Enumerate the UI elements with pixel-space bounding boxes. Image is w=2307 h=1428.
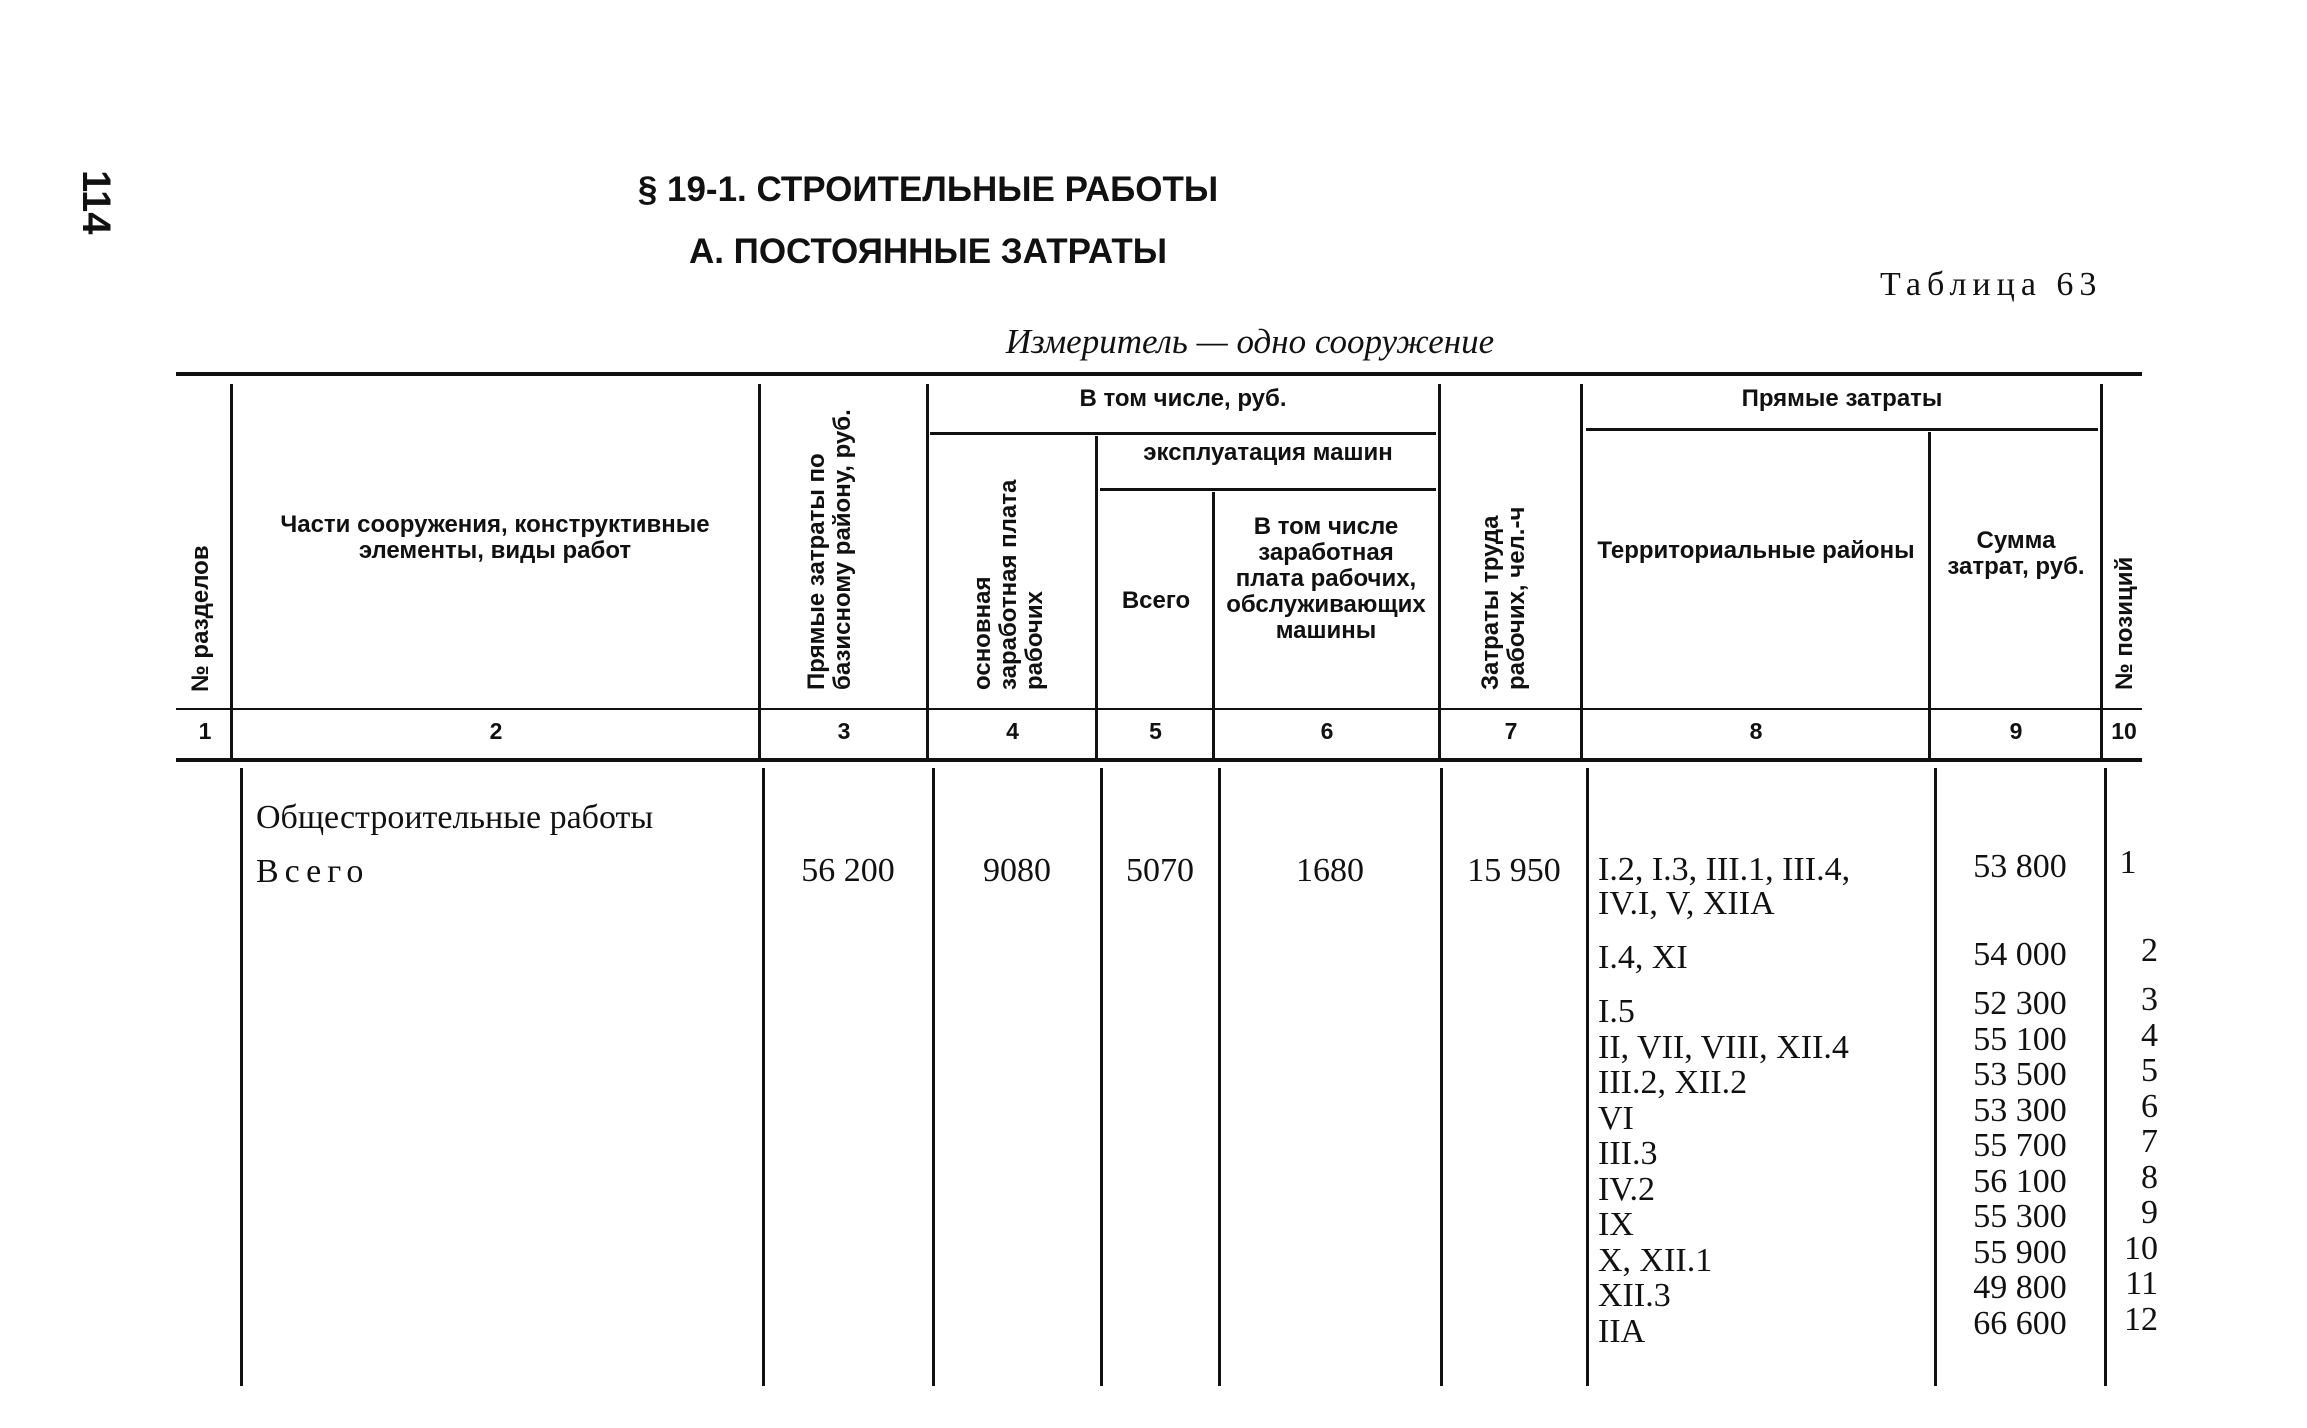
divider-c9 xyxy=(2100,384,2103,758)
region-row: I.2, I.3, III.1, III.4, xyxy=(1598,851,1851,888)
body-divider xyxy=(1934,768,1937,1386)
group-including-rule xyxy=(930,432,1436,435)
sum-value: 53 500 xyxy=(1973,1056,2067,1093)
col-number: 10 xyxy=(2111,718,2137,744)
header-machines-wage: В том числе заработная плата рабочих, обслуживающих машины xyxy=(1226,513,1426,644)
body-divider xyxy=(1218,768,1221,1386)
position-number: 12 xyxy=(2124,1300,2158,1338)
sum-value: 66 600 xyxy=(1973,1304,2067,1342)
sum-value: 56 100 xyxy=(1973,1162,2067,1200)
measure-unit: Измеритель — одно сооружение xyxy=(1005,322,1495,361)
basic-wage-value: 9080 xyxy=(983,852,1051,889)
header-parts: Части сооружения, конструктивные элементы, виды работ xyxy=(280,511,710,564)
header-direct: Прямые затраты xyxy=(1741,385,1943,412)
page-number: 114 xyxy=(74,170,118,235)
col-number: 8 xyxy=(1749,718,1763,744)
position-number: 10 xyxy=(2124,1229,2158,1267)
col-number: 9 xyxy=(2009,718,2023,744)
body-divider xyxy=(1440,768,1443,1386)
col-number: 3 xyxy=(837,718,851,744)
region-row: I.5 xyxy=(1598,993,1635,1030)
divider-c7 xyxy=(1580,384,1583,758)
region-row: III.3 xyxy=(1598,1135,1658,1172)
base-cost-value: 56 200 xyxy=(801,852,895,889)
position-number: 4 xyxy=(2141,1016,2158,1054)
col-number: 4 xyxy=(1006,718,1019,744)
header-machines-total: Всего xyxy=(1121,587,1191,614)
position-number: 7 xyxy=(2141,1123,2158,1160)
position-number: 2 xyxy=(2141,932,2158,969)
sum-value: 55 900 xyxy=(1973,1233,2067,1271)
position-number: 9 xyxy=(2141,1194,2158,1231)
position-number: 1 xyxy=(2119,844,2137,881)
region-row: IX xyxy=(1598,1206,1634,1243)
body-divider xyxy=(1586,768,1589,1386)
machines-wage-value: 1680 xyxy=(1296,852,1364,889)
col-number: 2 xyxy=(489,718,503,744)
labor-value: 15 950 xyxy=(1467,852,1561,889)
total-label: Всего xyxy=(256,853,370,890)
body-divider xyxy=(762,768,765,1386)
header-sum: Сумма затрат, руб. xyxy=(1947,527,2085,580)
section-name: Общестроительные работы xyxy=(256,799,654,836)
sum-value: 55 300 xyxy=(1973,1198,2067,1235)
divider-c5 xyxy=(1212,492,1215,758)
header-positions: № позиций xyxy=(2111,556,2138,690)
body-divider xyxy=(932,768,935,1386)
region-row: IV.I, V, XIIA xyxy=(1598,885,1775,922)
col-number: 6 xyxy=(1320,718,1334,744)
region-row: IIA xyxy=(1598,1312,1646,1350)
header-machines: эксплуатация машин xyxy=(1143,439,1393,466)
divider-c3 xyxy=(926,384,929,758)
region-row: II, VII, VIII, XII.4 xyxy=(1598,1028,1849,1066)
region-row: XII.3 xyxy=(1598,1277,1671,1314)
sum-value: 53 300 xyxy=(1973,1091,2067,1129)
table-label: Таблица 63 xyxy=(1880,266,2103,303)
header-basic-wage: основная заработная плата рабочих xyxy=(969,479,1048,690)
group-direct-rule xyxy=(1586,428,2098,431)
divider-c1 xyxy=(230,384,233,758)
position-number: 8 xyxy=(2141,1158,2158,1196)
divider-c6 xyxy=(1438,384,1441,758)
position-number: 6 xyxy=(2141,1087,2158,1125)
sum-value: 54 000 xyxy=(1973,936,2067,973)
header-labor: Затраты труда рабочих, чел.-ч xyxy=(1477,506,1530,690)
sum-value: 52 300 xyxy=(1973,985,2067,1022)
body-divider xyxy=(1100,768,1103,1386)
header-sections: № разделов xyxy=(187,545,214,692)
machines-total-value: 5070 xyxy=(1126,852,1194,889)
col-number: 1 xyxy=(198,718,212,744)
header-base-cost: Прямые затраты по базисному району, руб. xyxy=(803,409,856,690)
region-row: I.4, XI xyxy=(1598,939,1688,976)
section-title: § 19-1. СТРОИТЕЛЬНЫЕ РАБОТЫ xyxy=(637,170,1219,209)
divider-c2 xyxy=(758,384,761,758)
position-number: 5 xyxy=(2141,1052,2158,1089)
region-row: IV.2 xyxy=(1598,1170,1655,1208)
region-row: VI xyxy=(1598,1099,1634,1137)
position-number: 3 xyxy=(2141,981,2158,1018)
body-divider xyxy=(2104,768,2107,1386)
header-regions: Территориальные районы xyxy=(1597,537,1915,564)
position-number: 11 xyxy=(2125,1265,2158,1302)
col-number: 5 xyxy=(1149,718,1162,744)
group-machines-rule xyxy=(1100,488,1436,491)
table-top-rule xyxy=(176,372,2142,376)
colnum-top-rule xyxy=(176,708,2142,710)
sum-value: 55 700 xyxy=(1973,1127,2067,1164)
sum-value: 53 800 xyxy=(1973,848,2067,885)
region-row: X, XII.1 xyxy=(1598,1241,1713,1279)
body-divider xyxy=(240,768,243,1386)
header-including: В том числе, руб. xyxy=(1079,385,1287,412)
subtitle: А. ПОСТОЯННЫЕ ЗАТРАТЫ xyxy=(688,232,1168,271)
sum-value: 55 100 xyxy=(1973,1020,2067,1058)
sum-value: 49 800 xyxy=(1973,1269,2067,1306)
col-number: 7 xyxy=(1504,718,1518,744)
region-row: III.2, XII.2 xyxy=(1598,1064,1748,1101)
header-bottom-rule xyxy=(176,758,2142,762)
